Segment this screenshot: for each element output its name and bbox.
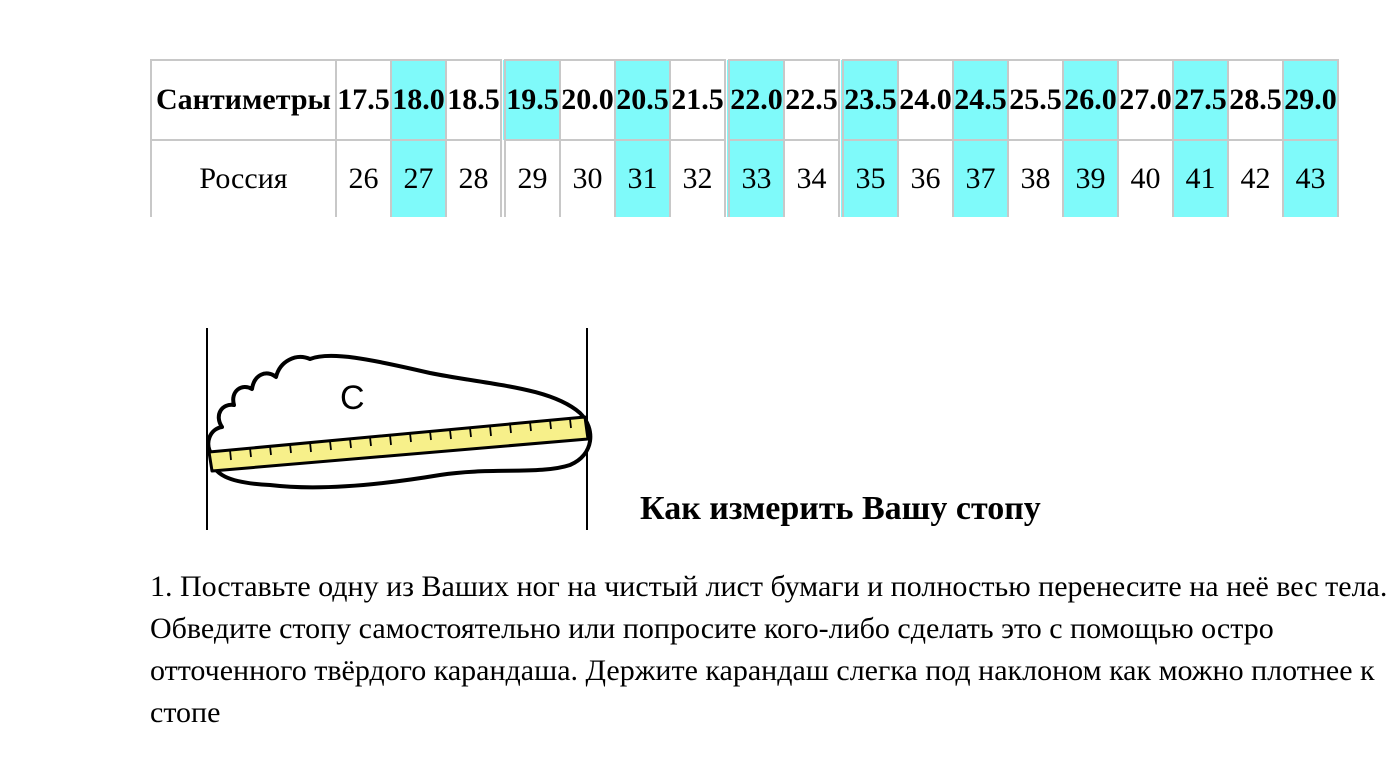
cm-cell: 27.5 [1173,60,1228,140]
cm-cell: 20.5 [615,60,670,140]
ru-cell: 36 [898,140,953,217]
ru-cell: 39 [1063,140,1118,217]
cm-cell: 24.5 [953,60,1008,140]
ru-cell: 31 [615,140,670,217]
cm-cell: 25.5 [1008,60,1063,140]
foot-measurement-icon [200,325,595,535]
ru-cell: 37 [953,140,1008,217]
cm-cell: 22.5 [784,60,841,140]
page-heading: Как измерить Вашу стопу [640,490,1041,527]
ru-cell: 38 [1008,140,1063,217]
cm-cell: 18.5 [446,60,503,140]
cm-cell: 20.0 [560,60,615,140]
cm-cell: 28.5 [1228,60,1283,140]
ru-cell: 35 [841,140,898,217]
cm-cell: 21.5 [670,60,727,140]
illustration-label: C [340,379,365,417]
ru-cell: 43 [1283,140,1338,217]
cm-cell: 27.0 [1118,60,1173,140]
centimeters-row [151,60,1338,140]
cm-cell: 24.0 [898,60,953,140]
cm-cell: 19.5 [503,60,560,140]
cm-cell: 23.5 [841,60,898,140]
ru-cell: 32 [670,140,727,217]
ru-cell: 26 [336,140,391,217]
ru-cell: 34 [784,140,841,217]
size-chart-table [150,59,1339,217]
ru-cell: 29 [503,140,560,217]
cm-cell: 17.5 [336,60,391,140]
ru-cell: 40 [1118,140,1173,217]
cm-cell: 18.0 [391,60,446,140]
ru-cell: 28 [446,140,503,217]
ru-cell: 30 [560,140,615,217]
cm-cell: 29.0 [1283,60,1338,140]
ru-cell: 41 [1173,140,1228,217]
row-header-russia: Россия [151,140,336,217]
cm-cell: 22.0 [727,60,784,140]
instructions-text: 1. Поставьте одну из Ваших ног на чистый лист бумаги и полностью перенесите на неё вес тела. Обведите стопу самостоятельно или попросите кого-либо сделать это с помощью остро отточенного твёрдого карандаша. Держите карандаш слегка под наклоном как можно плотнее к стопе [150,570,1388,729]
row-header-centimeters: Сантиметры [151,60,336,140]
ru-cell: 42 [1228,140,1283,217]
ru-cell: 27 [391,140,446,217]
ru-cell: 33 [727,140,784,217]
russia-row [151,140,1338,217]
cm-cell: 26.0 [1063,60,1118,140]
